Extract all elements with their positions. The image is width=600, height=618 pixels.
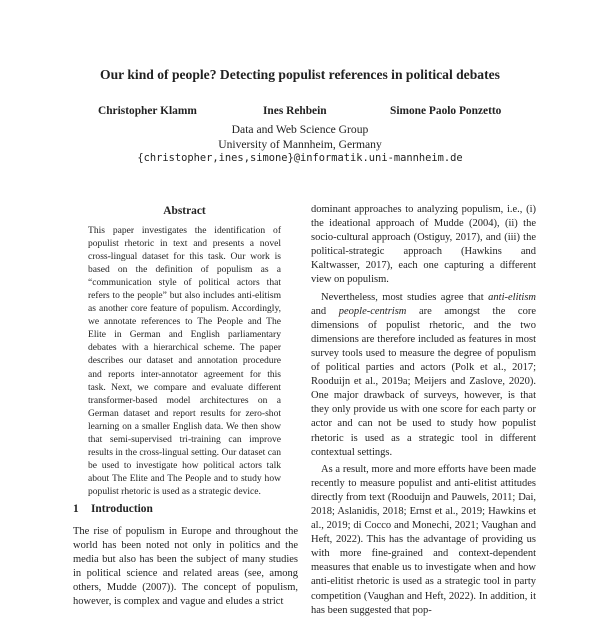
paragraph: The rise of populism in Europe and throughout the world has been noted not only in politics and the media but also has been the subject of many studies in political science and related areas (see, among others, Mudde (2007)). The concept of populism, however, is complex and vague and eludes a strict <box>73 526 298 608</box>
abstract-heading: Abstract <box>163 205 206 217</box>
affiliation-university: University of Mannheim, Germany <box>218 138 382 151</box>
paragraph: dominant approaches to analyzing populism, i.e., (i) the ideational approach of Mudde (2004), (ii) the socio-cultural approach (Ostiguy, 2017), and (iii) the political-strategic approach (Hawkins and Kaltwasser, 2017), each one capturing a different view on populism. <box>311 204 536 286</box>
author-name: Simone Paolo Ponzetto <box>390 105 502 117</box>
paragraph <box>311 291 536 460</box>
emphasis-text: anti-elitism <box>488 291 536 303</box>
text-run: and <box>311 305 339 317</box>
author-list <box>0 105 600 121</box>
introduction-text <box>73 525 298 610</box>
author-name: Christopher Klamm <box>98 105 197 117</box>
text-run: are amongst the core dimensions of populist rhetoric, and the two dimensions are therefore included as features in most survey tools used to measure the degree of populism of political parties and actors (Polk et al., 2017; Rooduijn et al., 2019a; Meijers and Zaslove, 2020). One major drawback of surveys, however, is that they only provide us with one score for each party or actor and can not be used to study how populist rhetoric is used as a strategic tool in different contextual settings. <box>311 305 536 458</box>
author-name: Ines Rehbein <box>263 105 327 117</box>
right-column <box>311 203 536 618</box>
affiliation-group: Data and Web Science Group <box>231 123 369 136</box>
author-emails: {christopher,ines,simone}@informatik.uni-mannheim.de <box>137 152 463 164</box>
section-number: 1 <box>73 503 79 515</box>
section-heading <box>73 503 153 515</box>
emphasis-text: people-centrism <box>338 305 407 317</box>
abstract-text: This paper investigates the identification of populist rhetoric in text and presents a novel cross-lingual dataset for this task. Our work is based on the definition of populism as a “communication style of political actors that refers to the people” but also includes anti-elitism as another core feature of populism. Accordingly, we annotate references to The People and The Elite in German and English parliamentary debates with a hierarchical scheme. The paper describes our dataset and annotation procedure and reports inter-annotator agreement for this task. Next, we compare and evaluate different transformer-based model architectures on a German dataset and report results for zero-shot learning on a smaller English data. We then show that semi-supervised tri-training can improve results in the cross-lingual setting. Our dataset can be used to investigate how political actors talk about The Elite and The People and to study how populist rhetoric is used as a strategic device. <box>88 225 281 497</box>
paragraph: As a result, more and more efforts have been made recently to measure populist and anti-elitist attitudes directly from text (Rooduijn and Pauwels, 2011; Dai, 2018; Aslanidis, 2018; Ernst et al., 2019; Hawkins et al., 2019; di Cocco and Monechi, 2021; Vaughan and Heft, 2022). This has the advantage of providing us with more fine-grained and context-dependent measures that enable us to investigate when and how anti-elitist rhetoric is used as a strategic tool in party competition (Vaughan and Heft, 2022). In addition, it has been suggested that pop- <box>311 463 536 616</box>
section-title: Introduction <box>91 503 153 515</box>
paper-title: Our kind of people? Detecting populist references in political debates <box>100 67 500 82</box>
text-run: Nevertheless, most studies agree that <box>321 291 489 303</box>
